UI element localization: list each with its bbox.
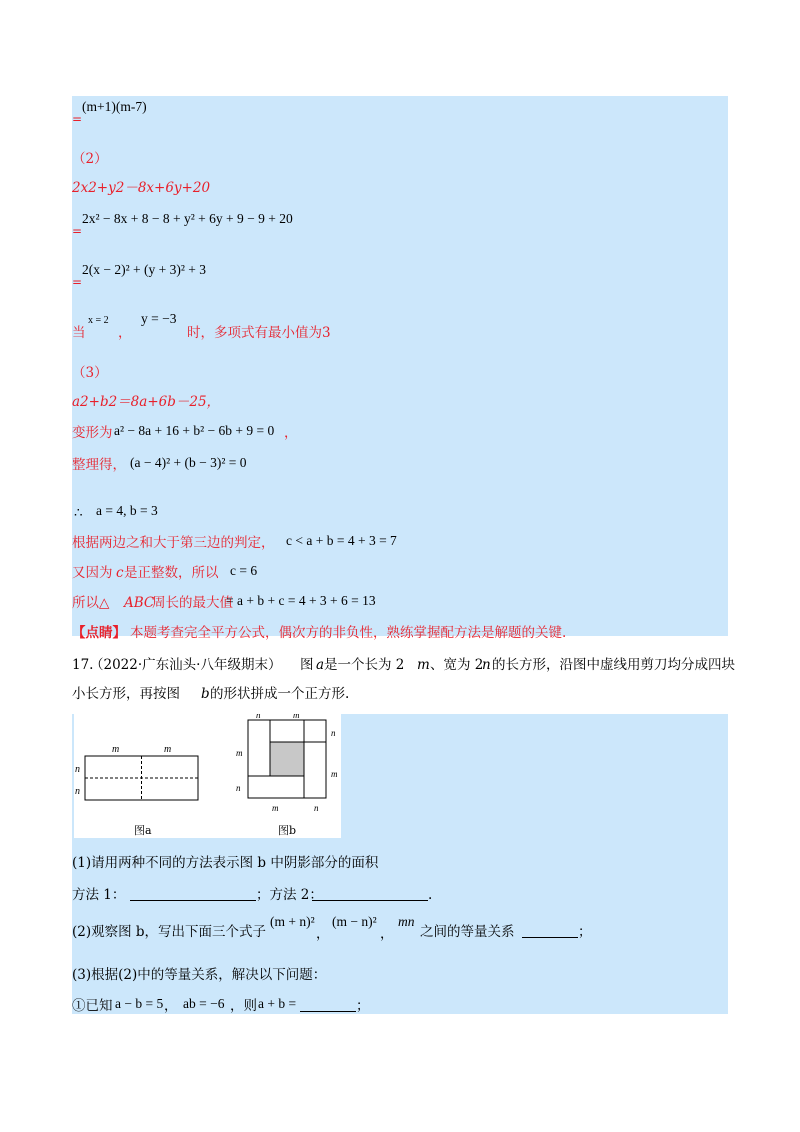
period: . [428, 887, 433, 903]
problem-text-2a: 小长方形，再按图 [72, 686, 180, 702]
when-label: 当 [72, 325, 86, 341]
find-a-plus-b: a + b = [258, 996, 297, 1011]
relation-blank[interactable] [522, 923, 578, 938]
comma: ， [316, 926, 330, 942]
x-value: x = 2 [88, 315, 109, 326]
fig-b-ref: b [201, 686, 210, 702]
figure-a [74, 714, 341, 838]
c-value: c = 6 [230, 563, 258, 578]
svg-text:m: m [293, 714, 300, 720]
label-n: n [75, 786, 80, 797]
part2-step2: 2(x − 2)² + (y + 3)² + 3 [82, 262, 207, 277]
expression-1: (m + n)² [270, 914, 315, 929]
solution-highlight [72, 96, 728, 636]
comma: ， [380, 926, 394, 942]
organize-prefix: 整理得， [72, 457, 126, 473]
method-1-label: 方法 1： [72, 887, 126, 903]
figure-b-caption: 图b [278, 824, 297, 837]
problem-text-1c: 、宽为 2 [430, 657, 484, 673]
minimum-statement: 时，多项式有最小值为3 [187, 325, 331, 341]
problem-text-1b: 是一个长为 2 [324, 657, 405, 673]
question-1: (1)请用两种不同的方法表示图 b 中阴影部分的面积 [72, 855, 379, 871]
label-n: n [75, 764, 80, 775]
part2-given: 2x2+y2－8x+6y+20 [72, 180, 211, 196]
svg-text:m: m [272, 803, 279, 813]
perimeter-abc: ABC [124, 595, 155, 611]
figure-a-caption: 图a [134, 824, 152, 837]
integer-prefix: 又因为 [72, 565, 113, 581]
comment-text: 本题考查完全平方公式，偶次方的非负性，熟练掌握配方法是解题的关键. [130, 625, 567, 641]
given-a-minus-b: a − b = 5 [115, 996, 164, 1011]
organize-expression: (a − 4)² + (b − 3)² = 0 [130, 455, 247, 470]
comma: ， [164, 998, 178, 1014]
fig-a-ref: a [316, 657, 325, 673]
label-m: m [112, 744, 120, 755]
problem-text-1a: 图 [300, 657, 314, 673]
figure-b [236, 714, 338, 813]
equals-sign: = [72, 275, 83, 289]
triangle-prefix: 根据两边之和大于第三边的判定， [72, 535, 275, 551]
part2-step1: 2x² − 8x + 8 − 8 + y² + 6y + 9 − 9 + 20 [82, 211, 293, 226]
problem-text-1d: 的长方形，沿图中虚线用剪刀均分成四块 [492, 657, 735, 673]
expression-2: (m − n)² [332, 914, 377, 929]
transform-expression: a² − 8a + 16 + b² − 6b + 9 = 0 [114, 423, 275, 438]
part3-given: a2+b2＝8a+6b－25， [72, 394, 221, 410]
therefore-symbol: ∴ [74, 505, 83, 520]
problem-number: 17. [72, 657, 94, 673]
part3-label: （3） [72, 365, 108, 381]
problem-text-2b: 的形状拼成一个正方形. [210, 686, 350, 702]
given-ab: ab = −6 [183, 996, 225, 1011]
transform-suffix: ， [284, 425, 298, 441]
svg-text:m: m [331, 769, 338, 779]
semicolon: ； [578, 924, 592, 940]
equals-sign: = [72, 224, 83, 238]
var-n: n [482, 657, 491, 673]
transform-prefix: 变形为 [72, 425, 113, 441]
comma: ， [118, 325, 132, 341]
question-3-1-prefix: ①已知 [72, 998, 113, 1014]
comment-tag: 【点睛】 [72, 625, 126, 641]
question-2a: (2)观察图 b，写出下面三个式子 [72, 924, 267, 940]
ab-values: a = 4, b = 3 [96, 503, 158, 518]
perimeter-mid: 周长的最大值 [152, 595, 233, 611]
label-m: m [164, 744, 172, 755]
integer-mid: 是正整数，所以 [124, 565, 219, 581]
factored-expression: (m+1)(m-7) [82, 99, 147, 114]
y-value: y = −3 [141, 311, 177, 326]
method-2-label: ；方法 2： [256, 887, 323, 903]
svg-text:n: n [256, 714, 261, 720]
semicolon: ； [356, 998, 370, 1014]
problem-source: （2022·广东汕头·八年级期末） [90, 657, 282, 673]
question-2b: 之间的等量关系 [420, 924, 515, 940]
method-2-blank[interactable] [312, 886, 428, 901]
answer-blank[interactable] [300, 997, 356, 1012]
svg-text:n: n [331, 728, 336, 738]
method-1-blank[interactable] [130, 886, 256, 901]
equals-sign: = [72, 112, 83, 126]
svg-text:n: n [314, 803, 319, 813]
expression-3: mn [398, 914, 415, 929]
var-m: m [417, 657, 430, 673]
figure-panel [74, 714, 341, 838]
svg-text:m: m [236, 748, 243, 758]
perimeter-expression: = a + b + c = 4 + 3 + 6 = 13 [226, 593, 376, 608]
svg-text:n: n [236, 783, 241, 793]
part2-label: （2） [72, 151, 108, 167]
triangle-inequality: c < a + b = 4 + 3 = 7 [286, 533, 397, 548]
perimeter-prefix: 所以△ [72, 595, 110, 611]
question-3: (3)根据(2)中的等量关系，解决以下问题： [72, 967, 327, 983]
integer-c: c [116, 565, 124, 581]
question-3-1-mid: ，则 [230, 998, 257, 1014]
